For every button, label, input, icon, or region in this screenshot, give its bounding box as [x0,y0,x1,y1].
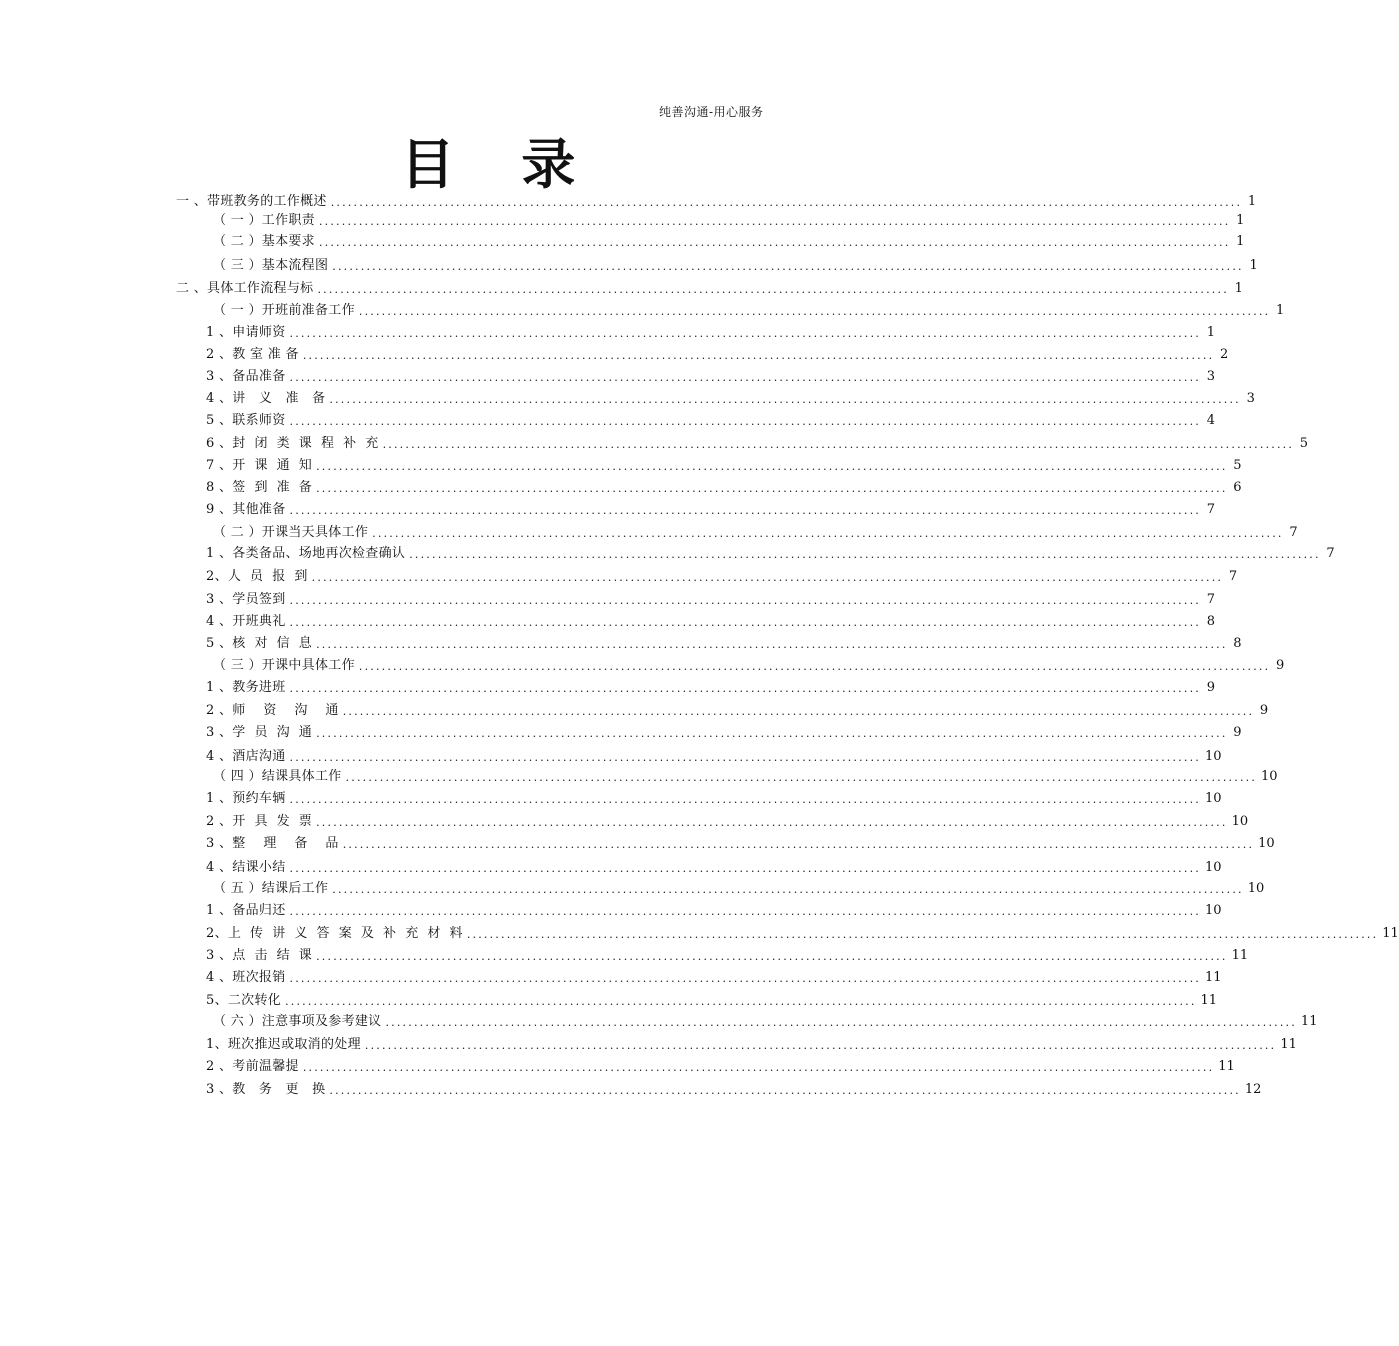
toc-entry[interactable] [206,346,1229,364]
toc-entry-label: 2 、教 室 准 备 [206,347,299,362]
toc-entry[interactable] [176,280,1243,298]
toc-entry[interactable] [206,748,1222,766]
toc-entry-page: 8 [1233,636,1242,651]
toc-leader-dots: ................................................................................................................................................................ [342,705,1255,718]
toc-entry[interactable] [206,1058,1235,1076]
toc-entry[interactable] [213,257,1258,275]
toc-entry-page: 5 [1299,436,1309,451]
toc-entry[interactable] [206,902,1222,920]
toc-entry-label: （ 一 ）开班前准备工作 [213,303,355,318]
toc-entry-label: 6 、封 闭 类 课 程 补 充 [206,436,379,451]
toc-leader-dots: ................................................................................................................................................................ [332,260,1244,273]
toc-entry[interactable] [213,524,1298,542]
toc-entry-page: 11 [1382,926,1399,941]
toc-entry[interactable] [206,679,1215,697]
toc-leader-dots: ................................................................................................................................................................ [289,616,1201,629]
toc-entry-page: 11 [1231,948,1249,963]
toc-entry[interactable] [213,233,1245,251]
toc-entry-page: 10 [1204,749,1222,764]
toc-entry-label: （ 一 ）工作职责 [213,213,315,228]
toc-entry[interactable] [213,302,1285,320]
toc-entry-label: 2、人 员 报 到 [206,569,308,584]
toc-entry[interactable] [206,790,1222,808]
toc-entry-label: 4 、讲 义 准 备 [206,391,326,406]
toc-entry-page: 11 [1218,1059,1235,1074]
toc-leader-dots: ................................................................................................................................................................ [316,727,1228,740]
toc-entry-page: 7 [1326,546,1335,561]
toc-entry-page: 1 [1206,325,1215,340]
toc-entry-label: 9 、其他准备 [206,502,286,517]
toc-entry-label: 5、二次转化 [206,993,282,1008]
toc-entry-page: 4 [1206,413,1215,428]
toc-leader-dots: ................................................................................................................................................................ [332,883,1244,896]
toc-entry[interactable] [213,657,1285,675]
toc-leader-dots: ................................................................................................................................................................ [289,972,1201,985]
toc-entry-page: 10 [1261,769,1278,784]
toc-entry[interactable] [206,992,1218,1010]
toc-leader-dots: ................................................................................................................................................................ [345,771,1258,784]
toc-entry-page: 1 [1236,213,1245,228]
toc-entry[interactable] [206,591,1215,609]
toc-entry-page: 7 [1206,592,1215,607]
toc-leader-dots: ................................................................................................................................................................ [316,638,1228,651]
toc-leader-dots: ................................................................................................................................................................ [382,438,1295,451]
toc-entry-page: 9 [1276,658,1285,673]
toc-entry[interactable] [206,702,1269,720]
toc-entry-label: 二 、具体工作流程与标 [176,281,314,296]
toc-leader-dots: ................................................................................................................................................................ [364,1039,1277,1052]
toc-entry-label: 2、上 传 讲 义 答 案 及 补 充 材 料 [206,926,463,941]
toc-entry-label: 3 、教 务 更 换 [206,1082,326,1097]
toc-entry-label: 5 、核 对 信 息 [206,636,313,651]
toc-leader-dots: ................................................................................................................................................................ [342,838,1255,851]
toc-entry[interactable] [206,568,1238,586]
toc-leader-dots: ................................................................................................................................................................ [289,594,1201,607]
toc-entry-page: 1 [1247,194,1257,209]
toc-leader-dots: ................................................................................................................................................................ [358,660,1271,673]
toc-entry-label: 1 、教务进班 [206,680,286,695]
toc-entry-label: 3 、点 击 结 课 [206,948,313,963]
toc-leader-dots: ................................................................................................................................................................ [316,482,1228,495]
toc-leader-dots: ................................................................................................................................................................ [285,995,1197,1008]
toc-entry-label: 2 、师 资 沟 通 [206,703,339,718]
toc-entry-label: （ 二 ）基本要求 [213,234,315,249]
toc-entry-page: 2 [1219,347,1229,362]
toc-entry-page: 10 [1204,860,1222,875]
toc-leader-dots: ................................................................................................................................................................ [318,236,1231,249]
toc-entry-label: 4 、开班典礼 [206,614,286,629]
toc-entry-label: 1 、备品归还 [206,903,286,918]
toc-entry-label: 7 、开 课 通 知 [206,458,313,473]
toc-entry[interactable] [206,835,1275,853]
toc-entry-label: 4 、结课小结 [206,860,286,875]
toc-entry-page: 7 [1206,502,1215,517]
toc-leader-dots: ................................................................................................................................................................ [358,305,1271,318]
toc-leader-dots: ................................................................................................................................................................ [316,460,1228,473]
toc-entry-label: 3 、整 理 备 品 [206,836,339,851]
toc-entry-label: 8 、签 到 准 备 [206,480,313,495]
toc-entry-label: （ 五 ）结课后工作 [213,881,329,896]
toc-entry-page: 10 [1204,903,1222,918]
toc-leader-dots: ................................................................................................................................................................ [317,283,1229,296]
toc-entry-label: （ 三 ）基本流程图 [213,258,329,273]
toc-leader-dots: ................................................................................................................................................................ [289,905,1201,918]
toc-entry-label: 1 、各类备品、场地再次检查确认 [206,546,406,561]
toc-entry-label: （ 三 ）开课中具体工作 [213,658,355,673]
toc-leader-dots: ................................................................................................................................................................ [329,393,1241,406]
toc-entry[interactable] [213,768,1278,786]
toc-entry-page: 12 [1244,1082,1262,1097]
toc-entry-label: 4 、酒店沟通 [206,749,286,764]
toc-entry[interactable] [206,969,1222,987]
toc-entry[interactable] [206,412,1215,430]
toc-entry[interactable] [213,212,1245,230]
toc-entry-label: 2 、开 具 发 票 [206,814,313,829]
toc-leader-dots: ................................................................................................................................................................ [316,950,1228,963]
toc-entry-page: 8 [1206,614,1215,629]
toc-entry[interactable] [213,880,1265,898]
toc-entry[interactable] [206,501,1215,519]
toc-leader-dots: ................................................................................................................................................................ [289,504,1201,517]
toc-leader-dots: ................................................................................................................................................................ [289,793,1201,806]
toc-leader-dots: ................................................................................................................................................................ [289,862,1201,875]
toc-entry[interactable] [206,545,1335,563]
toc-entry-label: 一 、带班教务的工作概述 [176,194,327,209]
toc-entry-page: 1 [1236,234,1245,249]
toc-leader-dots: ................................................................................................................................................................ [372,527,1284,540]
toc-entry[interactable] [176,193,1257,211]
toc-entry[interactable] [206,479,1242,497]
toc-entry-label: 1 、申请师资 [206,325,286,340]
toc-entry-page: 10 [1258,836,1275,851]
toc-entry-label: 5 、联系师资 [206,413,286,428]
toc-leader-dots: ................................................................................................................................................................ [302,1061,1215,1074]
toc-leader-dots: ................................................................................................................................................................ [318,215,1231,228]
toc-leader-dots: ................................................................................................................................................................ [329,1084,1241,1097]
toc-entry-page: 6 [1233,480,1242,495]
toc-entry-page: 9 [1233,725,1242,740]
toc-entry-page: 9 [1259,703,1269,718]
toc-entry[interactable] [206,947,1249,965]
toc-leader-dots: ................................................................................................................................................................ [302,349,1215,362]
toc-entry-page: 7 [1228,569,1238,584]
toc-entry[interactable] [206,324,1215,342]
toc-entry-label: （ 六 ）注意事项及参考建议 [213,1014,382,1029]
toc-leader-dots: ................................................................................................................................................................ [289,751,1201,764]
toc-entry-page: 11 [1204,970,1222,985]
toc-entry-page: 10 [1231,814,1249,829]
toc-entry[interactable] [206,368,1215,386]
toc-entry-label: 2 、考前温馨提 [206,1059,299,1074]
toc-leader-dots: ................................................................................................................................................................ [289,327,1201,340]
toc-entry-page: 3 [1246,391,1255,406]
toc-entry-page: 11 [1280,1037,1297,1052]
header-note: 纯善沟通-用心服务 [659,105,764,119]
toc-entry-label: 3 、备品准备 [206,369,286,384]
toc-entry[interactable] [206,435,1309,453]
toc-leader-dots: ................................................................................................................................................................ [385,1016,1297,1029]
toc-entry[interactable] [206,1081,1262,1099]
toc-entry-page: 7 [1289,525,1298,540]
toc-entry[interactable] [206,724,1242,742]
toc-entry[interactable] [206,813,1249,831]
toc-entry-label: 3 、学 员 沟 通 [206,725,313,740]
toc-entry[interactable] [206,635,1242,653]
toc-leader-dots: ................................................................................................................................................................ [289,682,1201,695]
toc-entry-page: 10 [1247,881,1265,896]
toc-entry[interactable] [206,613,1215,631]
toc-entry-label: 1、班次推迟或取消的处理 [206,1037,361,1052]
toc-entry-page: 10 [1204,791,1222,806]
toc-entry[interactable] [206,457,1242,475]
toc-entry[interactable] [206,390,1255,408]
toc-entry-page: 5 [1233,458,1242,473]
page-title: 目 录 [400,132,600,196]
toc-entry[interactable] [206,1036,1297,1054]
toc-leader-dots: ................................................................................................................................................................ [289,371,1201,384]
toc-leader-dots: ................................................................................................................................................................ [289,415,1201,428]
toc-entry-page: 1 [1276,303,1285,318]
toc-leader-dots: ................................................................................................................................................................ [330,196,1243,209]
toc-entry-page: 11 [1200,993,1218,1008]
toc-entry-label: 3 、学员签到 [206,592,286,607]
toc-entry-page: 1 [1249,258,1258,273]
toc-entry-label: 1 、预约车辆 [206,791,286,806]
toc-leader-dots: ................................................................................................................................................................ [316,816,1228,829]
toc-entry[interactable] [206,859,1222,877]
toc-entry[interactable] [206,925,1399,943]
toc-entry-page: 3 [1206,369,1215,384]
toc-entry-page: 9 [1206,680,1215,695]
toc-leader-dots: ................................................................................................................................................................ [311,571,1224,584]
toc-entry-label: （ 二 ）开课当天具体工作 [213,525,369,540]
toc-leader-dots: ................................................................................................................................................................ [409,548,1321,561]
toc-leader-dots: ................................................................................................................................................................ [466,928,1379,941]
toc-entry-page: 11 [1300,1014,1318,1029]
toc-entry[interactable] [213,1013,1318,1031]
toc-entry-label: （ 四 ）结课具体工作 [213,769,342,784]
toc-entry-page: 1 [1234,281,1243,296]
toc-entry-label: 4 、班次报销 [206,970,286,985]
